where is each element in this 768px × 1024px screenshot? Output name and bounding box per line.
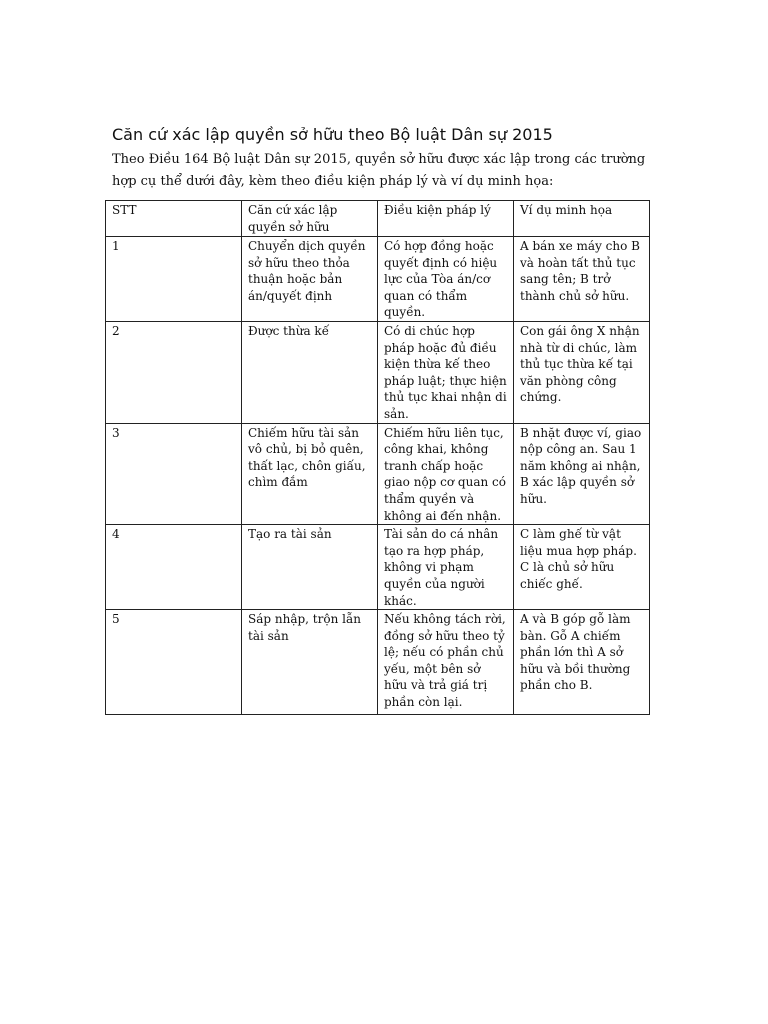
cell-stt: 1 (106, 237, 242, 322)
cell-stt: 5 (106, 610, 242, 715)
cell-condition: Nếu không tách rời, đồng sở hữu theo tỷ lệ; nếu có phần chủ yếu, một bên sở hữu và trả giá trị phần còn lại. (378, 610, 514, 715)
cell-condition: Có hợp đồng hoặc quyết định có hiệu lực của Tòa án/cơ quan có thẩm quyền. (378, 237, 514, 322)
cell-basis: Chuyển dịch quyền sở hữu theo thỏa thuận hoặc bản án/quyết định (242, 237, 378, 322)
cell-basis: Chiếm hữu tài sản vô chủ, bị bỏ quên, thất lạc, chôn giấu, chìm đắm (242, 423, 378, 525)
ownership-basis-table (105, 200, 650, 715)
cell-basis: Sáp nhập, trộn lẫn tài sản (242, 610, 378, 715)
table-row (106, 610, 650, 715)
table-header-row (106, 201, 650, 237)
table-row (106, 525, 650, 610)
cell-stt: 4 (106, 525, 242, 610)
cell-basis: Được thừa kế (242, 322, 378, 424)
cell-example: A và B góp gỗ làm bàn. Gỗ A chiếm phần lớn thì A sở hữu và bồi thường phần cho B. (514, 610, 650, 715)
header-cell-condition: Điều kiện pháp lý (378, 201, 514, 237)
header-cell-example: Ví dụ minh họa (514, 201, 650, 237)
cell-condition: Tài sản do cá nhân tạo ra hợp pháp, không vi phạm quyền của người khác. (378, 525, 514, 610)
header-cell-basis: Căn cứ xác lập quyền sở hữu (242, 201, 378, 237)
header-cell-stt: STT (106, 201, 242, 237)
document-intro: Theo Điều 164 Bộ luật Dân sự 2015, quyền sở hữu được xác lập trong các trường hợp cụ thể dưới đây, kèm theo điều kiện pháp lý và ví dụ minh họa: (112, 152, 646, 189)
table-row (106, 237, 650, 322)
cell-example: A bán xe máy cho B và hoàn tất thủ tục sang tên; B trở thành chủ sở hữu. (514, 237, 650, 322)
cell-example: C làm ghế từ vật liệu mua hợp pháp. C là chủ sở hữu chiếc ghế. (514, 525, 650, 610)
cell-condition: Chiếm hữu liên tục, công khai, không tranh chấp hoặc giao nộp cơ quan có thẩm quyền và không ai đến nhận. (378, 423, 514, 525)
table-row (106, 322, 650, 424)
cell-basis: Tạo ra tài sản (242, 525, 378, 610)
document-title: Căn cứ xác lập quyền sở hữu theo Bộ luật Dân sự 2015 (112, 125, 553, 144)
cell-example: B nhặt được ví, giao nộp công an. Sau 1 năm không ai nhận, B xác lập quyền sở hữu. (514, 423, 650, 525)
table-row (106, 423, 650, 525)
cell-condition: Có di chúc hợp pháp hoặc đủ điều kiện thừa kế theo pháp luật; thực hiện thủ tục khai nhận di sản. (378, 322, 514, 424)
cell-example: Con gái ông X nhận nhà từ di chúc, làm thủ tục thừa kế tại văn phòng công chứng. (514, 322, 650, 424)
cell-stt: 3 (106, 423, 242, 525)
cell-stt: 2 (106, 322, 242, 424)
